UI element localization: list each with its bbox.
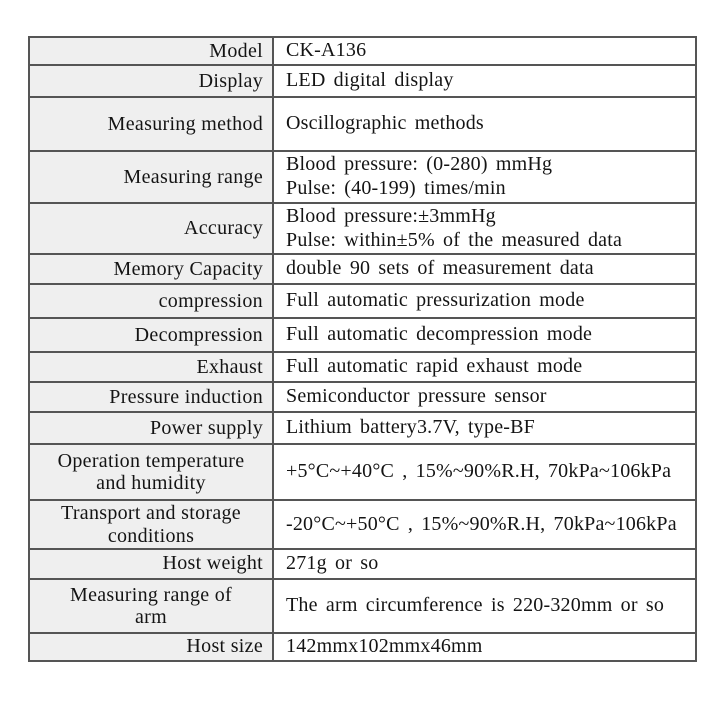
spec-value: Full automatic rapid exhaust mode	[273, 352, 696, 382]
spec-value: CK-A136	[273, 37, 696, 65]
spec-row	[29, 318, 696, 352]
spec-label: Model	[29, 37, 273, 65]
spec-row	[29, 65, 696, 97]
spec-row	[29, 97, 696, 151]
spec-label: compression	[29, 284, 273, 318]
spec-value: 142mmx102mmx46mm	[273, 633, 696, 661]
spec-value: LED digital display	[273, 65, 696, 97]
spec-row	[29, 444, 696, 500]
spec-value: Blood pressure: (0-280) mmHg Pulse: (40-199) times/min	[273, 151, 696, 203]
spec-table-body	[29, 37, 696, 661]
spec-sheet	[28, 36, 697, 662]
spec-row	[29, 412, 696, 444]
spec-label: Accuracy	[29, 203, 273, 254]
spec-label: Memory Capacity	[29, 254, 273, 284]
spec-value: 271g or so	[273, 549, 696, 579]
spec-value: Full automatic decompression mode	[273, 318, 696, 352]
spec-label: Operation temperature and humidity	[29, 444, 273, 500]
spec-value: Blood pressure:±3mmHg Pulse: within±5% of the measured data	[273, 203, 696, 254]
spec-row	[29, 633, 696, 661]
spec-value: +5°C~+40°C , 15%~90%R.H, 70kPa~106kPa	[273, 444, 696, 500]
spec-row	[29, 203, 696, 254]
spec-table	[28, 36, 697, 662]
spec-label: Decompression	[29, 318, 273, 352]
spec-value: Semiconductor pressure sensor	[273, 382, 696, 412]
spec-label: Measuring range of arm	[29, 579, 273, 633]
spec-value: Lithium battery3.7V, type-BF	[273, 412, 696, 444]
spec-row	[29, 151, 696, 203]
spec-label: Measuring method	[29, 97, 273, 151]
spec-row	[29, 579, 696, 633]
spec-row	[29, 352, 696, 382]
spec-value: double 90 sets of measurement data	[273, 254, 696, 284]
spec-value: -20°C~+50°C , 15%~90%R.H, 70kPa~106kPa	[273, 500, 696, 549]
spec-row	[29, 254, 696, 284]
spec-row	[29, 382, 696, 412]
spec-label: Measuring range	[29, 151, 273, 203]
spec-label: Power supply	[29, 412, 273, 444]
spec-label: Host weight	[29, 549, 273, 579]
spec-label: Display	[29, 65, 273, 97]
spec-value: Full automatic pressurization mode	[273, 284, 696, 318]
spec-row	[29, 549, 696, 579]
spec-row	[29, 284, 696, 318]
spec-label: Pressure induction	[29, 382, 273, 412]
spec-label: Transport and storage conditions	[29, 500, 273, 549]
spec-value: The arm circumference is 220-320mm or so	[273, 579, 696, 633]
spec-value: Oscillographic methods	[273, 97, 696, 151]
spec-row	[29, 500, 696, 549]
spec-label: Exhaust	[29, 352, 273, 382]
spec-label: Host size	[29, 633, 273, 661]
spec-row	[29, 37, 696, 65]
